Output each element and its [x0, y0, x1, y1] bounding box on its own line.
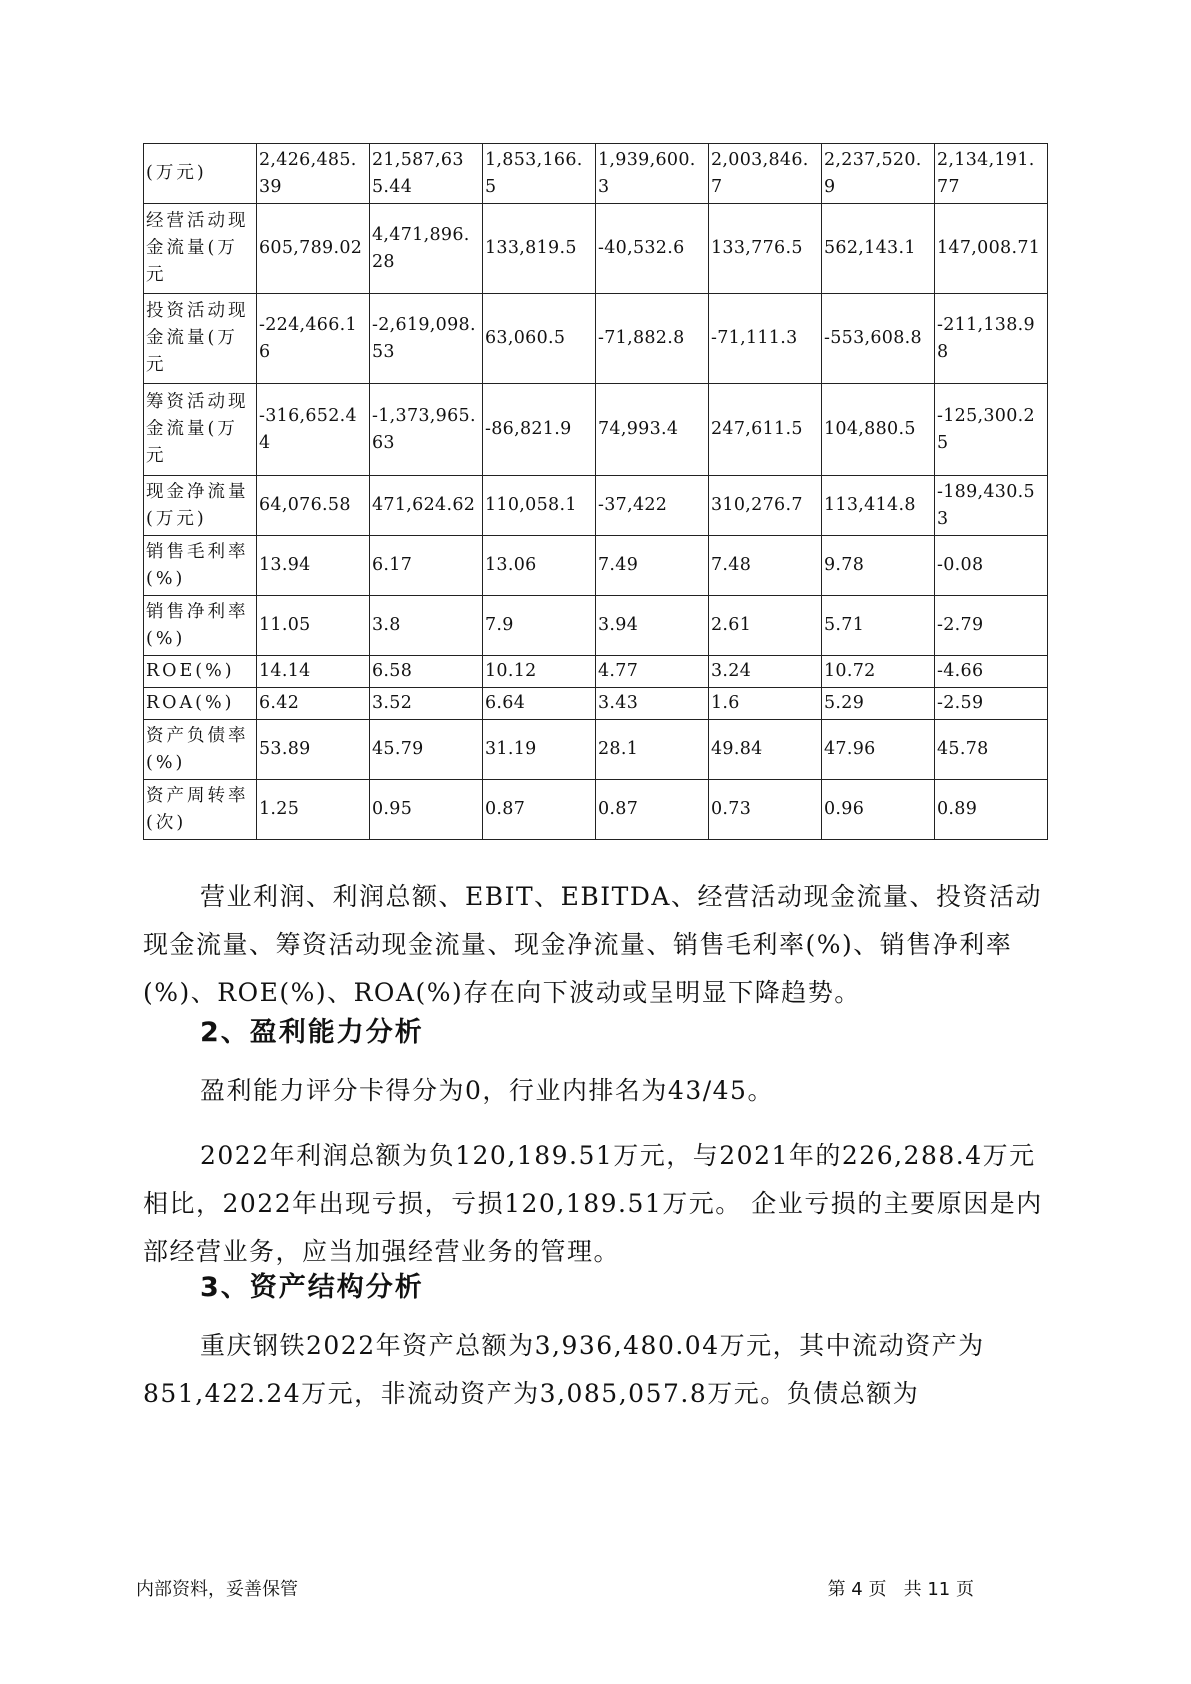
table-cell: -189,430.53 [935, 476, 1048, 536]
table-cell: 3.52 [370, 688, 483, 720]
table-cell: 471,624.62 [370, 476, 483, 536]
table-body [144, 144, 1048, 840]
table-cell: 6.42 [257, 688, 370, 720]
table-cell: -316,652.44 [257, 384, 370, 476]
table-cell: 147,008.71 [935, 204, 1048, 294]
paragraph-trend-summary: 营业利润、利润总额、EBIT、EBITDA、经营活动现金流量、投资活动现金流量、筹资活动现金流量、现金净流量、销售毛利率(%)、销售净利率(%)、ROE(%)、ROA(%)存在向下波动或呈明显下降趋势。 [143, 882, 1042, 1007]
table-cell: 28.1 [596, 720, 709, 780]
row-label: ROA(%) [144, 688, 257, 720]
table-row [144, 294, 1048, 384]
table-cell: 45.79 [370, 720, 483, 780]
footer-page-number: 第 4 页 共 11 页 [827, 1579, 974, 1600]
table-cell: 0.87 [483, 780, 596, 840]
table-cell: 133,819.5 [483, 204, 596, 294]
table-cell: 0.96 [822, 780, 935, 840]
table-cell: 1,853,166.5 [483, 144, 596, 204]
table-cell: -553,608.8 [822, 294, 935, 384]
table-cell: -2.59 [935, 688, 1048, 720]
table-cell: 133,776.5 [709, 204, 822, 294]
table-cell: 2,426,485.39 [257, 144, 370, 204]
table-cell: 13.94 [257, 536, 370, 596]
table-row [144, 596, 1048, 656]
table-cell: 6.17 [370, 536, 483, 596]
table-cell: 3.43 [596, 688, 709, 720]
table-cell: 1.25 [257, 780, 370, 840]
table-cell: -71,882.8 [596, 294, 709, 384]
table-cell: -0.08 [935, 536, 1048, 596]
row-label: 筹资活动现金流量(万元 [144, 384, 257, 476]
table-cell: 0.87 [596, 780, 709, 840]
row-label: 现金净流量(万元) [144, 476, 257, 536]
row-label: (万元) [144, 144, 257, 204]
table-cell: 3.94 [596, 596, 709, 656]
table-cell: 64,076.58 [257, 476, 370, 536]
table-cell: 562,143.1 [822, 204, 935, 294]
table-row [144, 688, 1048, 720]
row-label: 经营活动现金流量(万元 [144, 204, 257, 294]
row-label: ROE(%) [144, 656, 257, 688]
paragraph-profitability-score: 盈利能力评分卡得分为0，行业内排名为43/45。 [200, 1076, 774, 1105]
table-cell: -211,138.98 [935, 294, 1048, 384]
table-cell: 31.19 [483, 720, 596, 780]
table-cell: -2.79 [935, 596, 1048, 656]
table-cell: 13.06 [483, 536, 596, 596]
table-cell: 3.8 [370, 596, 483, 656]
table-cell: 7.49 [596, 536, 709, 596]
row-label: 资产负债率(%) [144, 720, 257, 780]
table-cell: 310,276.7 [709, 476, 822, 536]
table-cell: -86,821.9 [483, 384, 596, 476]
table-cell: 247,611.5 [709, 384, 822, 476]
footer-confidential-note: 内部资料，妥善保管 [136, 1579, 298, 1600]
table-cell: 4,471,896.28 [370, 204, 483, 294]
row-label: 销售毛利率(%) [144, 536, 257, 596]
table-cell: 6.58 [370, 656, 483, 688]
table-cell: 104,880.5 [822, 384, 935, 476]
table-cell: 5.29 [822, 688, 935, 720]
section-heading-profitability: 2、盈利能力分析 [200, 1017, 424, 1048]
table-cell: 2.61 [709, 596, 822, 656]
table-cell: 1,939,600.3 [596, 144, 709, 204]
table-cell: -2,619,098.53 [370, 294, 483, 384]
table-cell: 0.89 [935, 780, 1048, 840]
table-cell: 49.84 [709, 720, 822, 780]
table-row [144, 720, 1048, 780]
table-cell: 47.96 [822, 720, 935, 780]
table-cell: -1,373,965.63 [370, 384, 483, 476]
table-cell: 63,060.5 [483, 294, 596, 384]
table-cell: 2,003,846.7 [709, 144, 822, 204]
table-cell: 74,993.4 [596, 384, 709, 476]
table-cell: -125,300.25 [935, 384, 1048, 476]
table-cell: 0.73 [709, 780, 822, 840]
table-cell: -4.66 [935, 656, 1048, 688]
table-cell: 110,058.1 [483, 476, 596, 536]
table-cell: 7.9 [483, 596, 596, 656]
table-cell: 2,134,191.77 [935, 144, 1048, 204]
table-row [144, 384, 1048, 476]
table-cell: -37,422 [596, 476, 709, 536]
table-cell: 605,789.02 [257, 204, 370, 294]
table-cell: 5.71 [822, 596, 935, 656]
table-row [144, 780, 1048, 840]
paragraph-profit-total: 2022年利润总额为负120,189.51万元，与2021年的226,288.4万元相比，2022年出现亏损，亏损120,189.51万元。 企业亏损的主要原因是内部经营业务，应当加强经营业务的管理。 [143, 1141, 1043, 1266]
table-cell: 10.12 [483, 656, 596, 688]
table-cell: 14.14 [257, 656, 370, 688]
row-label: 投资活动现金流量(万元 [144, 294, 257, 384]
table-row [144, 536, 1048, 596]
table-cell: 11.05 [257, 596, 370, 656]
table-cell: 45.78 [935, 720, 1048, 780]
table-cell: 9.78 [822, 536, 935, 596]
table-cell: 7.48 [709, 536, 822, 596]
table-cell: 1.6 [709, 688, 822, 720]
section-heading-asset-structure: 3、资产结构分析 [200, 1272, 424, 1303]
row-label: 资产周转率(次) [144, 780, 257, 840]
table-row [144, 476, 1048, 536]
table-cell: 6.64 [483, 688, 596, 720]
table-cell: 53.89 [257, 720, 370, 780]
table-cell: 10.72 [822, 656, 935, 688]
table-cell: 0.95 [370, 780, 483, 840]
row-label: 销售净利率(%) [144, 596, 257, 656]
table-cell: 4.77 [596, 656, 709, 688]
table-cell: 21,587,635.44 [370, 144, 483, 204]
table-row [144, 656, 1048, 688]
table-cell: -40,532.6 [596, 204, 709, 294]
financial-indicator-table [143, 143, 1048, 840]
table-cell: -224,466.16 [257, 294, 370, 384]
table-cell: 3.24 [709, 656, 822, 688]
table-row [144, 204, 1048, 294]
table-cell: 2,237,520.9 [822, 144, 935, 204]
table-row [144, 144, 1048, 204]
table-cell: 113,414.8 [822, 476, 935, 536]
table-cell: -71,111.3 [709, 294, 822, 384]
paragraph-asset-structure: 重庆钢铁2022年资产总额为3,936,480.04万元，其中流动资产为851,422.24万元，非流动资产为3,085,057.8万元。负债总额为 [143, 1331, 985, 1408]
